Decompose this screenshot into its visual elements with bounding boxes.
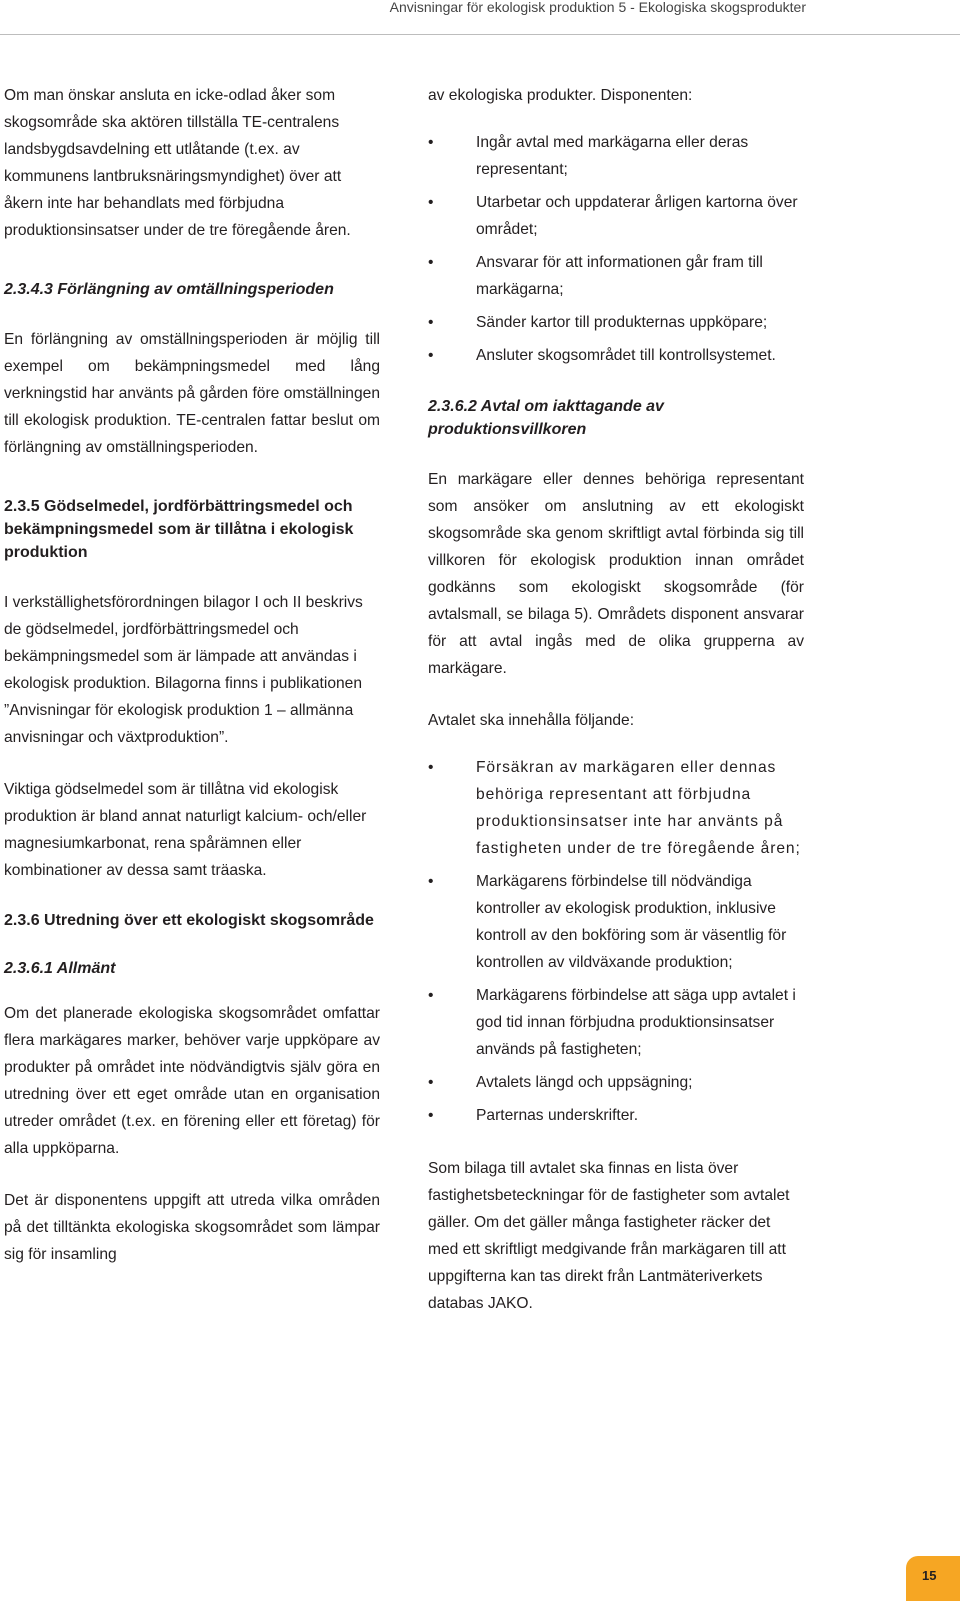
list-item: • Markägarens förbindelse att säga upp avtalet i god tid innan förbjudna produktionsinsatser används på fastigheten; (428, 982, 804, 1063)
disponent-duties-list (428, 129, 804, 369)
paragraph-2-3-4-3: En förlängning av omställningsperioden är möjlig till exempel om bekämpningsmedel med lång verkningstid har använts på gården före omställningen till ekologisk produktion. TE-centralen fattar beslut om förlängning av omställningsperioden. (4, 331, 380, 456)
agreement-contents-list (428, 754, 804, 1129)
page-number-badge (906, 1556, 960, 1601)
paragraph-2-3-5-b: Viktiga gödselmedel som är tillåtna vid ekologisk produktion är bland annat naturligt kalcium- och/eller magnesiumkarbonat, rena spårämnen eller kombinationer av dessa samt träaska. (4, 781, 367, 879)
heading-2-3-6-2: 2.3.6.2 Avtal om iakttagande av produktionsvillkoren (428, 398, 664, 438)
list-item: • Avtalets längd och uppsägning; (428, 1069, 804, 1096)
page-number: 15 (922, 1568, 937, 1583)
paragraph-2-3-6-1-a: Om det planerade ekologiska skogsområdet omfattar flera markägares marker, behöver varje uppköpare av produkter på området inte nödvändigtvis själv göra en utredning över ett eget område utan en organisation utreder området (t.ex. en förening eller ett företag) för alla uppköparna. (4, 1005, 380, 1157)
list-item: • Utarbetar och uppdaterar årligen kartorna över området; (428, 189, 804, 243)
list-item: • Ansluter skogsområdet till kontrollsystemet. (428, 342, 804, 369)
list-item: • Ansvarar för att informationen går fram till markägarna; (428, 249, 804, 303)
list-item: • Försäkran av markägaren eller dennas behöriga representant att förbjudna produktionsinsatser inte har använts på fastigheten under de tre föregående åren; (428, 754, 804, 862)
paragraph-2-3-6-2-c: Som bilaga till avtalet ska finnas en lista över fastighetsbeteckningar för de fastigheter som avtalet gäller. Om det gäller många fastigheter räcker det med ett skriftligt medgivande från markägaren till att uppgifterna kan tas direkt från Lantmäteriverkets databas JAKO. (428, 1160, 790, 1312)
paragraph-2-3-5-a: I verkställighetsförordningen bilagor I och II beskrivs de gödselmedel, jordförbättringsmedel och bekämpningsmedel som är lämpade att användas i ekologisk produktion. Bilagorna finns i publikationen ”Anvisningar för ekologisk produktion 1 – allmänna anvisningar och växtproduktion”. (4, 594, 363, 746)
header-divider (0, 34, 960, 35)
heading-2-3-6-1: 2.3.6.1 Allmänt (4, 960, 116, 977)
running-header (0, 0, 960, 16)
paragraph-2-3-6-1-b: Det är disponentens uppgift att utreda vilka områden på det tilltänkta ekologiska skogsområdet som lämpar sig för insamling (4, 1192, 380, 1263)
continued-paragraph: av ekologiska produkter. Disponenten: (428, 87, 693, 104)
paragraph-2-3-6-2-a: En markägare eller dennes behöriga representant som ansöker om anslutning av ett ekologiskt skogsområde ska genom skriftligt avtal förbinda sig till villkoren för ekologisk produktion innan området godkänns som ekologiskt skogsområde (för avtalsmall, se bilaga 5). Områdets disponent ansvarar för att avtal ingås med de olika grupperna av markägare. (428, 471, 804, 677)
list-item: • Markägarens förbindelse till nödvändiga kontroller av ekologisk produktion, inklusive kontroll av den bokföring som är väsentlig för kontrollen av vildväxande produktion; (428, 868, 804, 976)
intro-paragraph: Om man önskar ansluta en icke-odlad åker som skogsområde ska aktören tillställa TE-centralens landsbygdsavdelning ett utlåtande (t.ex. av kommunens lantbruksnäringsmyndighet) över att åkern inte har behandlats med förbjudna produktionsinsatser under de tre föregående åren. (4, 87, 351, 239)
list-item: • Sänder kartor till produkternas uppköpare; (428, 309, 804, 336)
heading-2-3-5: 2.3.5 Gödselmedel, jordförbättringsmedel och bekämpningsmedel som är tillåtna i ekologisk produktion (4, 498, 354, 561)
running-header-title: Anvisningar för ekologisk produktion 5 - Ekologiska skogsprodukter (389, 0, 806, 15)
list-item: • Ingår avtal med markägarna eller deras representant; (428, 129, 804, 183)
list-item: • Parternas underskrifter. (428, 1102, 804, 1129)
heading-2-3-4-3: 2.3.4.3 Förlängning av omtällningsperioden (4, 281, 334, 298)
heading-2-3-6: 2.3.6 Utredning över ett ekologiskt skogsområde (4, 912, 374, 929)
right-column (428, 82, 804, 1317)
left-column (4, 82, 380, 1268)
paragraph-2-3-6-2-b: Avtalet ska innehålla följande: (428, 712, 635, 729)
